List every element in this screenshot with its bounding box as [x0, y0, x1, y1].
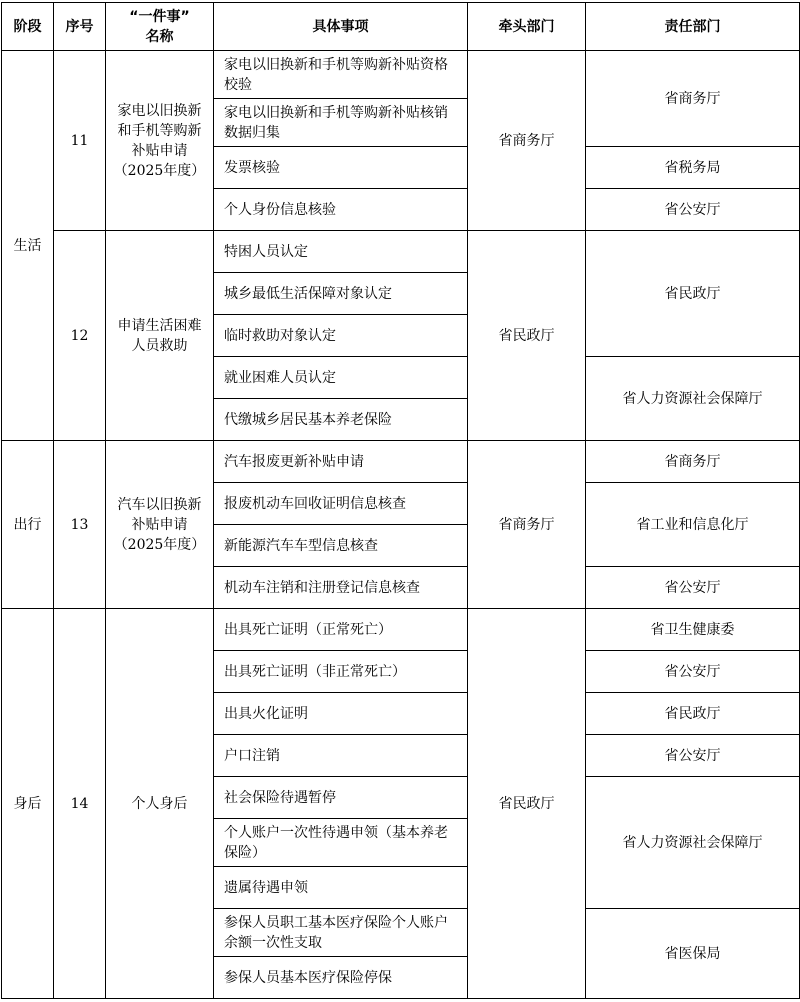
resp-dept-cell: 省公安厅 — [586, 735, 800, 777]
item-cell: 参保人员职工基本医疗保险个人账户余额一次性支取 — [214, 909, 468, 957]
item-cell: 家电以旧换新和手机等购新补贴资格校验 — [214, 51, 468, 99]
resp-dept-cell: 省税务局 — [586, 147, 800, 189]
header-name-line2: 名称 — [145, 28, 174, 45]
lead-dept-cell: 省民政厅 — [468, 231, 586, 441]
resp-dept-cell: 省民政厅 — [586, 693, 800, 735]
item-cell: 参保人员基本医疗保险停保 — [214, 957, 468, 999]
item-cell: 个人身份信息核验 — [214, 189, 468, 231]
item-cell: 家电以旧换新和手机等购新补贴核销数据归集 — [214, 99, 468, 147]
header-resp: 责任部门 — [586, 3, 800, 51]
item-cell: 特困人员认定 — [214, 231, 468, 273]
seq-cell: 13 — [54, 441, 106, 609]
matter-name-cell: 汽车以旧换新补贴申请（2025年度） — [106, 441, 214, 609]
lead-dept-cell: 省商务厅 — [468, 51, 586, 231]
item-cell: 汽车报废更新补贴申请 — [214, 441, 468, 483]
item-cell: 个人账户一次性待遇申领（基本养老保险） — [214, 819, 468, 867]
item-cell: 报废机动车回收证明信息核查 — [214, 483, 468, 525]
stage-cell: 身后 — [2, 609, 54, 999]
header-stage: 阶段 — [2, 3, 54, 51]
resp-dept-cell: 省人力资源社会保障厅 — [586, 357, 800, 441]
table-row — [2, 51, 800, 99]
resp-dept-cell: 省公安厅 — [586, 567, 800, 609]
resp-dept-cell: 省人力资源社会保障厅 — [586, 777, 800, 909]
item-cell: 城乡最低生活保障对象认定 — [214, 273, 468, 315]
resp-dept-cell: 省工业和信息化厅 — [586, 483, 800, 567]
item-cell: 机动车注销和注册登记信息核查 — [214, 567, 468, 609]
lead-dept-cell: 省民政厅 — [468, 609, 586, 999]
item-cell: 临时救助对象认定 — [214, 315, 468, 357]
matter-name-cell: 家电以旧换新和手机等购新补贴申请（2025年度） — [106, 51, 214, 231]
table-row — [2, 231, 800, 273]
table-row — [2, 609, 800, 651]
matter-name-cell: 申请生活困难人员救助 — [106, 231, 214, 441]
item-cell: 出具死亡证明（正常死亡） — [214, 609, 468, 651]
item-cell: 出具死亡证明（非正常死亡） — [214, 651, 468, 693]
resp-dept-cell: 省公安厅 — [586, 651, 800, 693]
lead-dept-cell: 省商务厅 — [468, 441, 586, 609]
resp-dept-cell: 省商务厅 — [586, 441, 800, 483]
table-row — [2, 441, 800, 483]
item-cell: 代缴城乡居民基本养老保险 — [214, 399, 468, 441]
seq-cell: 12 — [54, 231, 106, 441]
matter-name-cell: 个人身后 — [106, 609, 214, 999]
matters-table — [1, 2, 800, 999]
resp-dept-cell: 省商务厅 — [586, 51, 800, 147]
seq-cell: 14 — [54, 609, 106, 999]
resp-dept-cell: 省卫生健康委 — [586, 609, 800, 651]
stage-cell: 生活 — [2, 51, 54, 441]
header-seq: 序号 — [54, 3, 106, 51]
item-cell: 就业困难人员认定 — [214, 357, 468, 399]
item-cell: 社会保险待遇暂停 — [214, 777, 468, 819]
item-cell: 遗属待遇申领 — [214, 867, 468, 909]
resp-dept-cell: 省医保局 — [586, 909, 800, 999]
header-name — [106, 3, 214, 51]
item-cell: 出具火化证明 — [214, 693, 468, 735]
header-row — [2, 3, 800, 51]
item-cell: 户口注销 — [214, 735, 468, 777]
item-cell: 发票核验 — [214, 147, 468, 189]
seq-cell: 11 — [54, 51, 106, 231]
header-name-line1: “一件事” — [129, 8, 190, 25]
header-item: 具体事项 — [214, 3, 468, 51]
resp-dept-cell: 省公安厅 — [586, 189, 800, 231]
stage-cell: 出行 — [2, 441, 54, 609]
resp-dept-cell: 省民政厅 — [586, 231, 800, 357]
header-lead: 牵头部门 — [468, 3, 586, 51]
item-cell: 新能源汽车车型信息核查 — [214, 525, 468, 567]
